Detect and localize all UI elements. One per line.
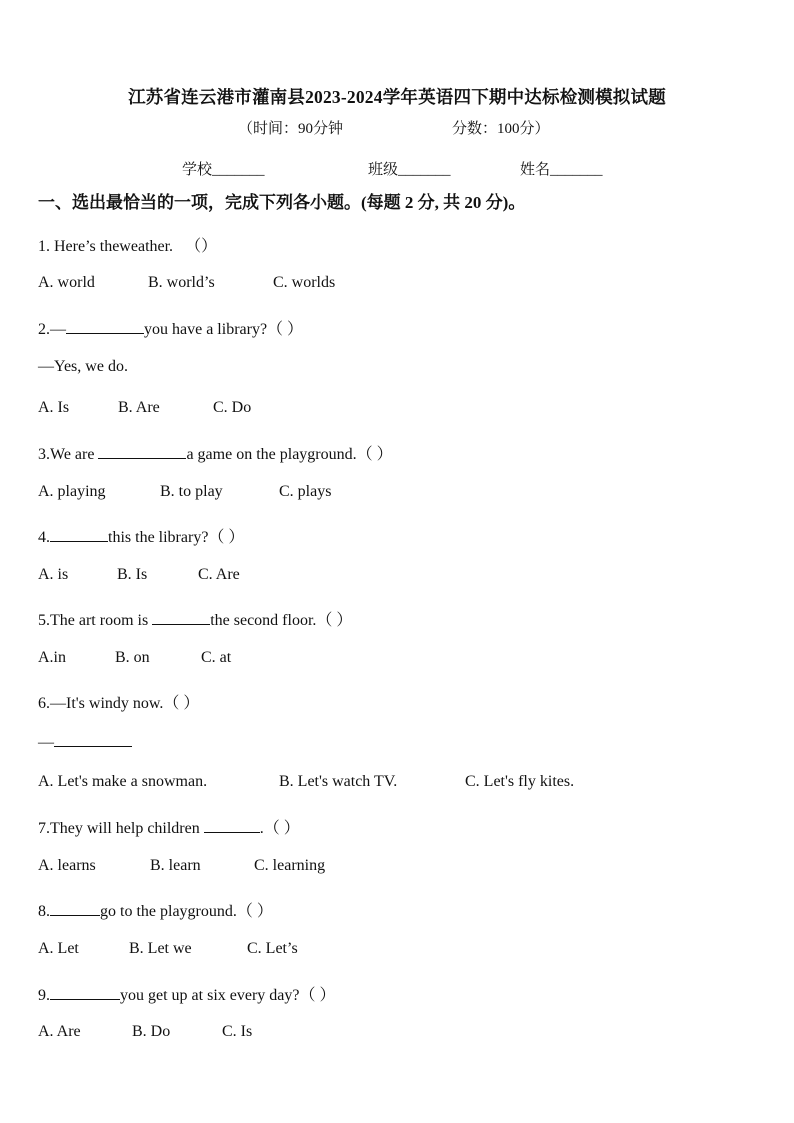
answer-bracket: （） bbox=[185, 238, 218, 255]
option-c: C. at bbox=[201, 649, 232, 666]
page-title: 江苏省连云港市灌南县2023-2024学年英语四下期中达标检测模拟试题 bbox=[128, 87, 666, 107]
option-b: B. on bbox=[115, 649, 150, 666]
option-b: B. Do bbox=[132, 1023, 171, 1040]
option-a: A. Are bbox=[38, 1023, 81, 1040]
answer-blank bbox=[152, 610, 210, 625]
question-number: 8. bbox=[38, 903, 50, 920]
option-a: A. Let bbox=[38, 940, 79, 957]
option-a: A. world bbox=[38, 274, 95, 291]
answer-blank bbox=[50, 901, 100, 916]
question-text: go to the playground.（ ） bbox=[100, 903, 273, 920]
answer-blank bbox=[98, 444, 186, 459]
school-field: 学校_______ bbox=[182, 162, 265, 178]
answer-blank bbox=[50, 985, 120, 1000]
question-2 bbox=[38, 316, 303, 339]
question-1 bbox=[38, 233, 217, 256]
question-text: .（ ） bbox=[259, 820, 300, 837]
question-text: —It's windy now. bbox=[50, 695, 164, 712]
question-number: 7. bbox=[38, 820, 50, 837]
question-text: The art room is bbox=[50, 612, 149, 629]
option-b: B. world’s bbox=[148, 274, 215, 291]
option-b: B. to play bbox=[160, 483, 223, 500]
question-text: you get up at six every day?（ ） bbox=[120, 987, 336, 1004]
question-7 bbox=[38, 815, 300, 838]
question-number: 9. bbox=[38, 987, 50, 1004]
option-a: A.in bbox=[38, 649, 66, 666]
option-b: B. Are bbox=[118, 399, 160, 416]
option-c: C. worlds bbox=[273, 274, 336, 291]
option-c: C. Let's fly kites. bbox=[465, 773, 575, 790]
answer-bracket: （ ） bbox=[163, 695, 200, 712]
option-c: C. Are bbox=[198, 566, 240, 583]
question-number: 3. bbox=[38, 446, 50, 463]
question-number: 2.— bbox=[38, 321, 66, 338]
name-field: 姓名_______ bbox=[520, 162, 603, 178]
option-a: A. Let's make a snowman. bbox=[38, 773, 208, 790]
question-2-reply: —Yes, we do. bbox=[38, 358, 128, 375]
option-b: B. Let we bbox=[129, 940, 192, 957]
option-c: C. plays bbox=[279, 483, 332, 500]
question-5 bbox=[38, 607, 352, 630]
question-9 bbox=[38, 982, 336, 1005]
score-info: 分数：100分） bbox=[452, 121, 550, 137]
question-text: a game on the playground.（ ） bbox=[186, 446, 393, 463]
question-4 bbox=[38, 524, 244, 547]
option-a: A. playing bbox=[38, 483, 106, 500]
option-b: B. Let's watch TV. bbox=[279, 773, 398, 790]
question-8 bbox=[38, 898, 273, 921]
question-6-reply bbox=[38, 732, 132, 752]
option-c: C. learning bbox=[254, 857, 326, 874]
answer-blank bbox=[66, 319, 144, 334]
class-field: 班级_______ bbox=[368, 162, 451, 178]
option-b: B. Is bbox=[117, 566, 148, 583]
option-a: A. is bbox=[38, 566, 69, 583]
answer-blank bbox=[54, 732, 132, 747]
question-3 bbox=[38, 441, 393, 464]
question-number: 6. bbox=[38, 695, 50, 712]
option-c: C. Is bbox=[222, 1023, 253, 1040]
question-number: 4. bbox=[38, 529, 50, 546]
question-text: you have a library?（ ） bbox=[144, 321, 304, 338]
question-text: They will help children bbox=[50, 820, 200, 837]
question-text: Here’s theweather. bbox=[54, 238, 174, 255]
answer-blank bbox=[204, 818, 260, 833]
question-number: 1. bbox=[38, 238, 50, 255]
answer-blank bbox=[50, 527, 108, 542]
question-text: this the library?（ ） bbox=[108, 529, 245, 546]
question-number: 5. bbox=[38, 612, 50, 629]
option-a: A. learns bbox=[38, 857, 96, 874]
option-c: C. Do bbox=[213, 399, 252, 416]
option-a: A. Is bbox=[38, 399, 70, 416]
time-info: （时间：90分钟 bbox=[238, 121, 344, 137]
section-heading: 一、选出最恰当的一项，完成下列各小题。(每题 2 分, 共 20 分)。 bbox=[38, 193, 526, 212]
question-6 bbox=[38, 690, 199, 713]
option-c: C. Let’s bbox=[247, 940, 298, 957]
reply-dash: — bbox=[38, 734, 54, 751]
question-text: the second floor.（ ） bbox=[210, 612, 353, 629]
question-text: We are bbox=[50, 446, 95, 463]
option-b: B. learn bbox=[150, 857, 201, 874]
